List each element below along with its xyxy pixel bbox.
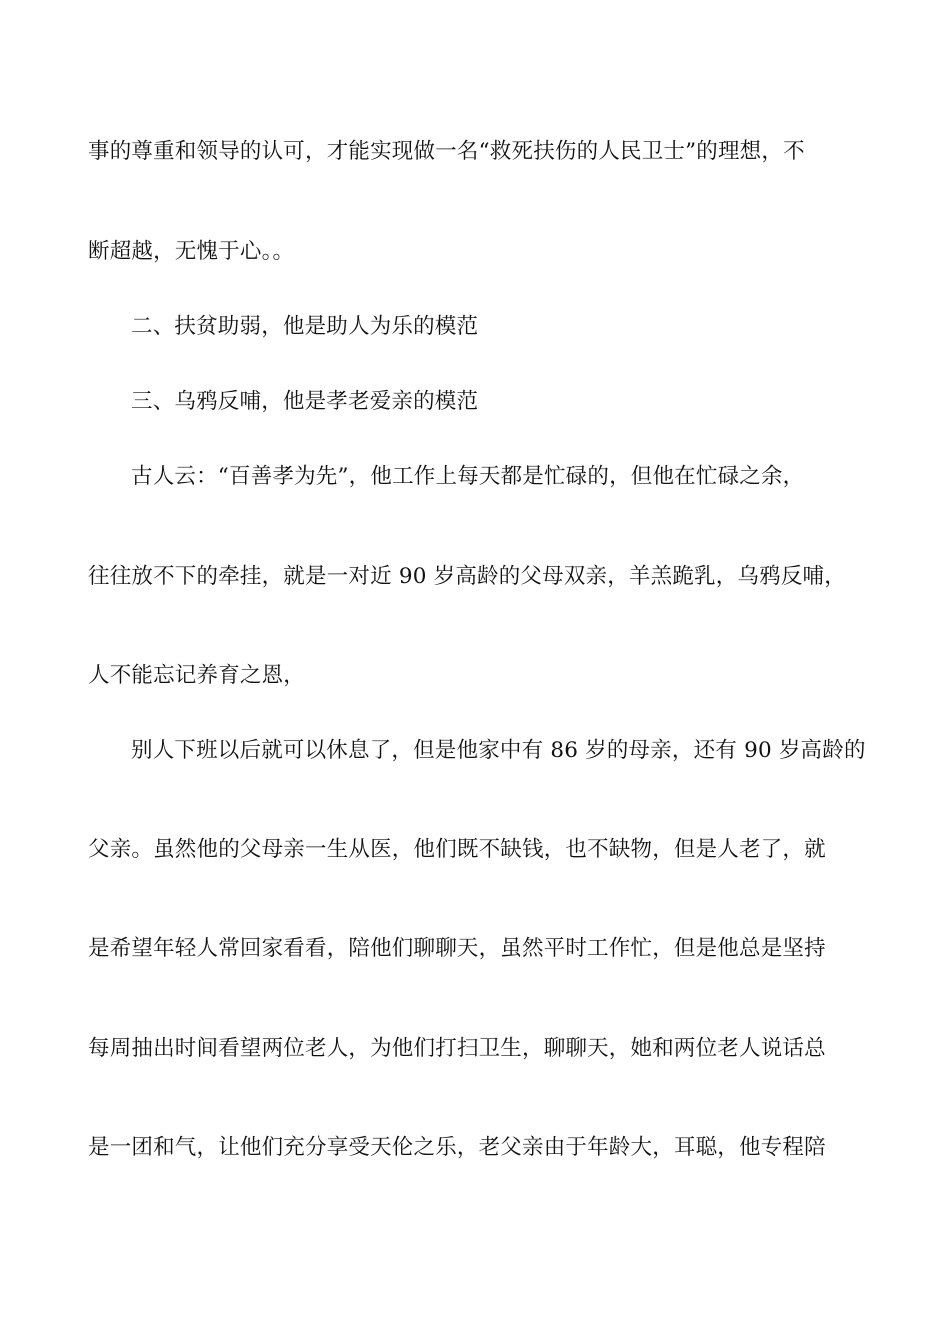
- section-heading: 三、乌鸦反哺，他是孝老爱亲的模范: [131, 389, 479, 414]
- paragraph-line: 事的尊重和领导的认可，才能实现做一名“救死扶伤的人民卫士”的理想，不: [88, 139, 805, 164]
- paragraph-line: 古人云：“百善孝为先”，他工作上每天都是忙碌的，但他在忙碌之余，: [131, 464, 805, 489]
- paragraph-line: 是一团和气，让他们充分享受天伦之乐，老父亲由于年龄大，耳聪，他专程陪: [88, 1135, 826, 1160]
- paragraph-line: 往往放不下的牵挂，就是一对近 90 岁高龄的父母双亲，羊羔跪乳，乌鸦反哺，: [88, 564, 846, 589]
- paragraph-line: 断超越，无愧于心。。: [88, 239, 295, 264]
- paragraph-line: 父亲。虽然他的父母亲一生从医，他们既不缺钱，也不缺物，但是人老了，就: [88, 837, 826, 862]
- section-heading: 二、扶贫助弱，他是助人为乐的模范: [131, 314, 479, 339]
- paragraph-line: 人不能忘记养育之恩，: [88, 663, 306, 688]
- paragraph-line: 别人下班以后就可以休息了，但是他家中有 86 岁的母亲，还有 90 岁高龄的: [131, 738, 866, 763]
- paragraph-line: 每周抽出时间看望两位老人，为他们打扫卫生，聊聊天，她和两位老人说话总: [88, 1036, 826, 1061]
- paragraph-line: 是希望年轻人常回家看看，陪他们聊聊天，虽然平时工作忙，但是他总是坚持: [88, 936, 826, 961]
